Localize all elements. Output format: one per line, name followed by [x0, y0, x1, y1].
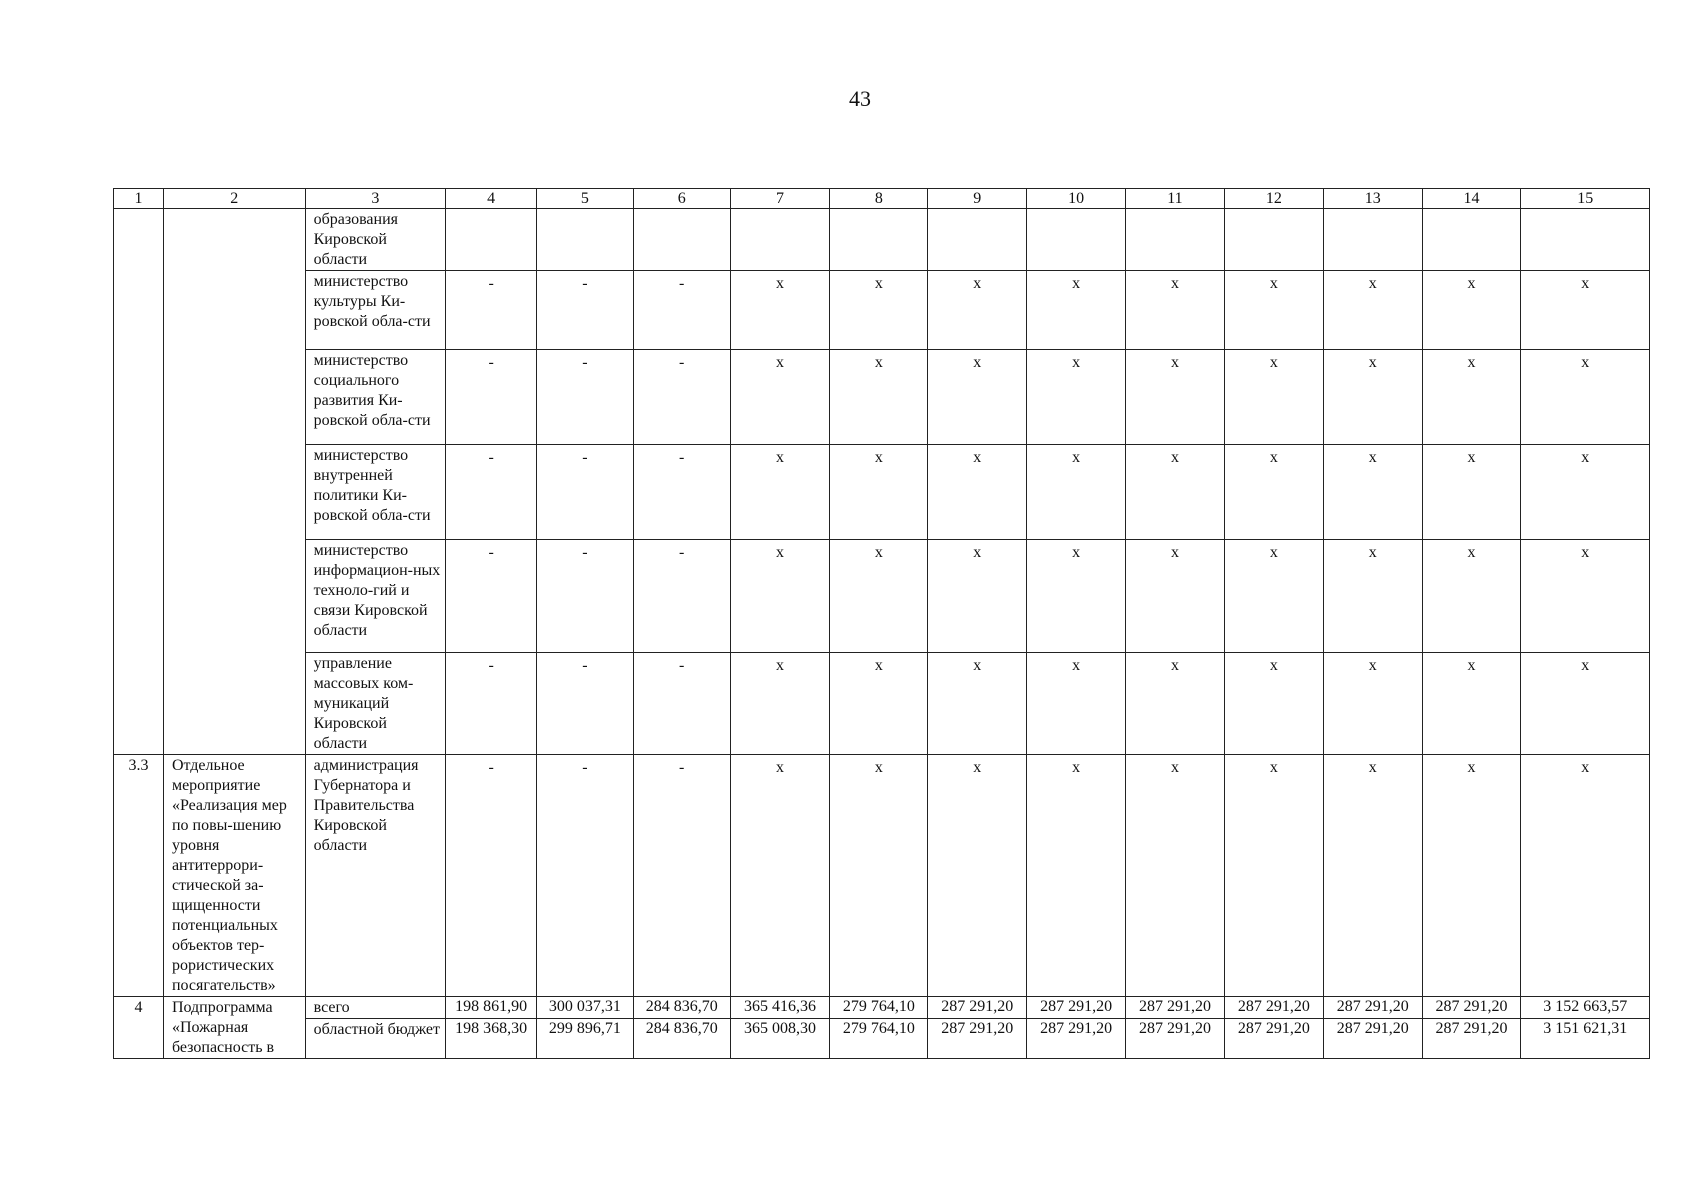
executor-cell: управление массовых ком-муникаций Кировской области	[305, 653, 446, 755]
value-cell: x	[1521, 271, 1650, 350]
column-number-header: 11	[1126, 189, 1225, 209]
value-cell	[633, 209, 730, 271]
value-cell	[730, 209, 830, 271]
value-cell: x	[1027, 755, 1126, 997]
value-cell: x	[830, 350, 928, 445]
value-cell: -	[536, 350, 633, 445]
amount-cell: 284 836,70	[633, 1019, 730, 1059]
value-cell: x	[928, 540, 1027, 653]
value-cell: x	[1422, 653, 1521, 755]
header-row	[114, 189, 1650, 209]
value-cell: x	[1422, 271, 1521, 350]
table-row-4	[114, 997, 1650, 1019]
amount-cell: 287 291,20	[1224, 997, 1323, 1019]
value-cell: x	[1126, 540, 1225, 653]
value-cell: x	[1027, 653, 1126, 755]
row-number-cell: 3.3	[114, 755, 164, 997]
value-cell: x	[1422, 350, 1521, 445]
value-cell: x	[1126, 350, 1225, 445]
executor-cell: министерство внутренней политики Ки-ровской обла-сти	[305, 445, 446, 540]
amount-cell: 3 151 621,31	[1521, 1019, 1650, 1059]
table-row	[114, 445, 1650, 540]
value-cell: x	[1323, 755, 1422, 997]
row-number-cell: 4	[114, 997, 164, 1059]
value-cell: x	[830, 271, 928, 350]
value-cell: x	[1126, 653, 1225, 755]
value-cell	[536, 209, 633, 271]
value-cell: x	[1126, 271, 1225, 350]
amount-cell: 287 291,20	[1323, 1019, 1422, 1059]
value-cell	[830, 209, 928, 271]
amount-cell: 287 291,20	[1027, 1019, 1126, 1059]
amount-cell: 287 291,20	[1027, 997, 1126, 1019]
value-cell	[1027, 209, 1126, 271]
value-cell: x	[1027, 445, 1126, 540]
amount-cell: 300 037,31	[536, 997, 633, 1019]
executor-cell: администрация Губернатора и Правительства Кировской области	[305, 755, 446, 997]
column-number-header: 6	[633, 189, 730, 209]
value-cell: x	[1323, 653, 1422, 755]
column-number-header: 2	[163, 189, 305, 209]
executor-cell: министерство социального развития Ки-ровской обла-сти	[305, 350, 446, 445]
value-cell: -	[633, 445, 730, 540]
value-cell: x	[1323, 271, 1422, 350]
value-cell: x	[730, 350, 830, 445]
value-cell: x	[928, 445, 1027, 540]
budget-table	[113, 188, 1650, 1059]
value-cell: x	[1224, 653, 1323, 755]
value-cell: x	[1323, 350, 1422, 445]
value-cell: x	[928, 271, 1027, 350]
value-cell: x	[1521, 445, 1650, 540]
table-row	[114, 653, 1650, 755]
executor-cell: министерство культуры Ки-ровской обла-сти	[305, 271, 446, 350]
value-cell: x	[1422, 445, 1521, 540]
table-row-3-3	[114, 755, 1650, 997]
amount-cell: 365 416,36	[730, 997, 830, 1019]
value-cell: x	[1521, 755, 1650, 997]
column-number-header: 13	[1323, 189, 1422, 209]
amount-cell: 198 368,30	[446, 1019, 537, 1059]
column-number-header: 12	[1224, 189, 1323, 209]
value-cell: x	[1422, 540, 1521, 653]
value-cell: -	[633, 271, 730, 350]
amount-cell: 198 861,90	[446, 997, 537, 1019]
row-name-cell: Отдельное мероприятие «Реализация мер по повы-шению уровня антитеррори-стической за-щищенности потенциальных объектов тер-рористических посягательств»	[163, 755, 305, 997]
amount-cell: 287 291,20	[1224, 1019, 1323, 1059]
table-row	[114, 271, 1650, 350]
row-number-cell	[114, 209, 164, 755]
value-cell: x	[1126, 445, 1225, 540]
value-cell	[446, 209, 537, 271]
amount-cell: 287 291,20	[928, 997, 1027, 1019]
value-cell: -	[633, 350, 730, 445]
amount-cell: 284 836,70	[633, 997, 730, 1019]
value-cell: -	[536, 755, 633, 997]
amount-cell: 299 896,71	[536, 1019, 633, 1059]
row-name-cell	[163, 209, 305, 755]
amount-cell: 3 152 663,57	[1521, 997, 1650, 1019]
amount-cell: 365 008,30	[730, 1019, 830, 1059]
value-cell: -	[446, 271, 537, 350]
value-cell: x	[1224, 350, 1323, 445]
column-number-header: 10	[1027, 189, 1126, 209]
column-number-header: 15	[1521, 189, 1650, 209]
amount-cell: 287 291,20	[1126, 1019, 1225, 1059]
value-cell: x	[830, 755, 928, 997]
amount-cell: 287 291,20	[1323, 997, 1422, 1019]
value-cell: x	[1521, 540, 1650, 653]
executor-cell: министерство информацион-ных техноло-гий и связи Кировской области	[305, 540, 446, 653]
amount-cell: 279 764,10	[830, 997, 928, 1019]
value-cell: x	[1027, 540, 1126, 653]
value-cell: -	[633, 653, 730, 755]
value-cell: x	[1521, 653, 1650, 755]
value-cell: x	[730, 445, 830, 540]
value-cell	[1422, 209, 1521, 271]
page-number: 43	[849, 86, 871, 111]
value-cell: -	[446, 445, 537, 540]
funding-source-cell: областной бюджет	[305, 1019, 446, 1059]
value-cell: x	[1422, 755, 1521, 997]
column-number-header: 14	[1422, 189, 1521, 209]
value-cell: -	[536, 445, 633, 540]
value-cell: x	[730, 653, 830, 755]
column-number-header: 9	[928, 189, 1027, 209]
value-cell: -	[536, 271, 633, 350]
value-cell	[928, 209, 1027, 271]
value-cell: -	[446, 755, 537, 997]
executor-cell: образования Кировской области	[305, 209, 446, 271]
amount-cell: 287 291,20	[1422, 1019, 1521, 1059]
amount-cell: 287 291,20	[1422, 997, 1521, 1019]
column-number-header: 5	[536, 189, 633, 209]
column-number-header: 1	[114, 189, 164, 209]
value-cell: x	[1323, 445, 1422, 540]
column-number-header: 8	[830, 189, 928, 209]
value-cell	[1224, 209, 1323, 271]
row-name-cell: Подпрограмма «Пожарная безопасность в	[163, 997, 305, 1059]
value-cell: x	[1224, 445, 1323, 540]
amount-cell: 279 764,10	[830, 1019, 928, 1059]
value-cell: x	[1126, 755, 1225, 997]
value-cell: x	[1521, 350, 1650, 445]
value-cell: -	[446, 350, 537, 445]
value-cell: x	[830, 445, 928, 540]
column-number-header: 3	[305, 189, 446, 209]
value-cell: x	[730, 271, 830, 350]
amount-cell: 287 291,20	[1126, 997, 1225, 1019]
amount-cell: 287 291,20	[928, 1019, 1027, 1059]
value-cell: x	[1224, 755, 1323, 997]
value-cell	[1521, 209, 1650, 271]
value-cell: x	[1323, 540, 1422, 653]
value-cell: x	[1224, 271, 1323, 350]
value-cell: x	[1027, 350, 1126, 445]
value-cell: x	[928, 755, 1027, 997]
value-cell: -	[446, 653, 537, 755]
value-cell: x	[1224, 540, 1323, 653]
value-cell: -	[633, 540, 730, 653]
value-cell: -	[536, 540, 633, 653]
value-cell: x	[830, 540, 928, 653]
value-cell	[1126, 209, 1225, 271]
value-cell: x	[1027, 271, 1126, 350]
value-cell: x	[730, 540, 830, 653]
value-cell: x	[830, 653, 928, 755]
value-cell: x	[928, 350, 1027, 445]
funding-source-cell: всего	[305, 997, 446, 1019]
table-row-4	[114, 1019, 1650, 1059]
value-cell: -	[536, 653, 633, 755]
value-cell: -	[446, 540, 537, 653]
column-number-header: 7	[730, 189, 830, 209]
value-cell: -	[633, 755, 730, 997]
value-cell	[1323, 209, 1422, 271]
column-number-header: 4	[446, 189, 537, 209]
table-row	[114, 540, 1650, 653]
value-cell: x	[928, 653, 1027, 755]
table-row	[114, 350, 1650, 445]
value-cell: x	[730, 755, 830, 997]
table-row	[114, 209, 1650, 271]
